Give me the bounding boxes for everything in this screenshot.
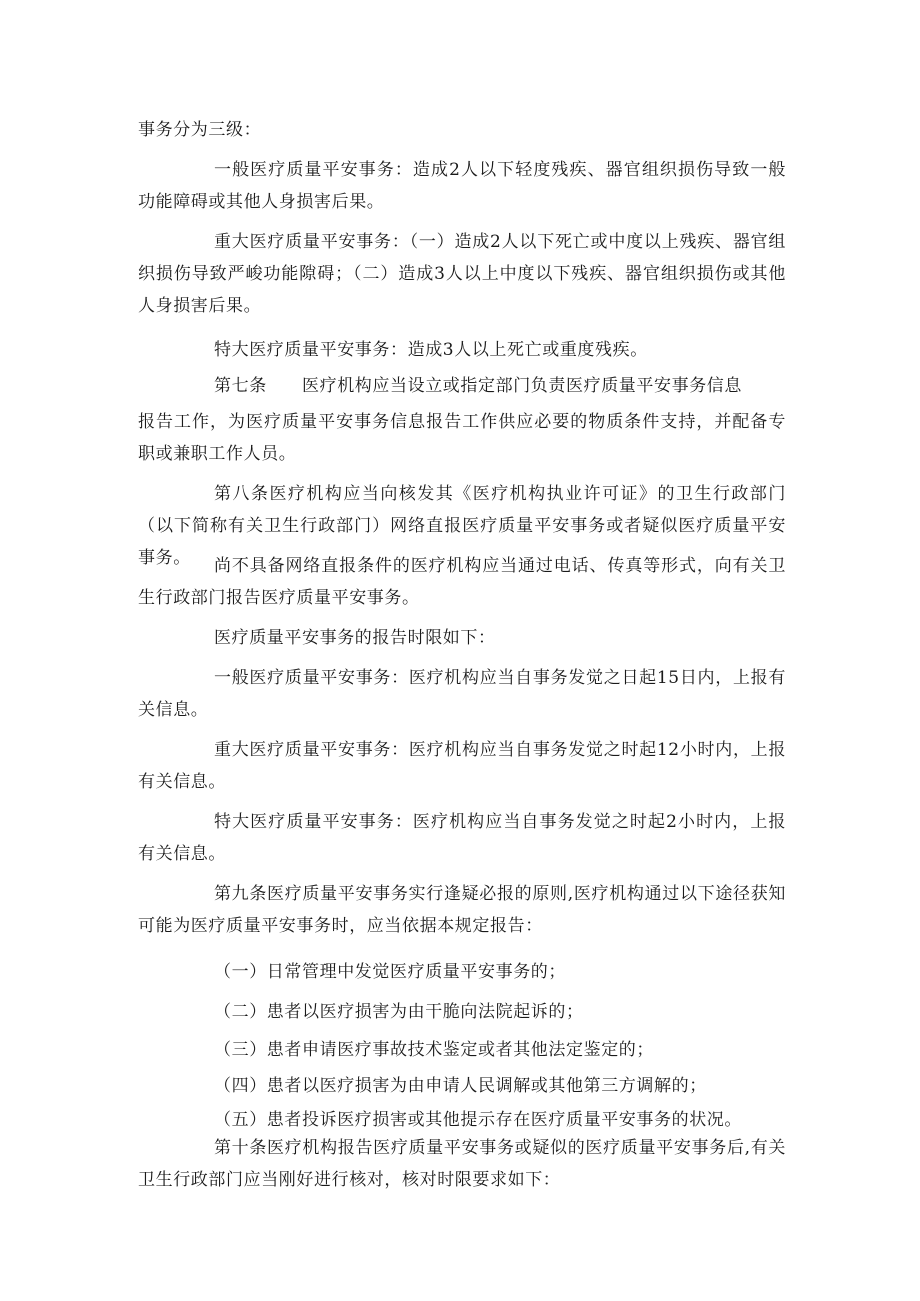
paragraph-article-9: 第九条医疗质量平安事务实行逢疑必报的原则,医疗机构通过以下途径获知可能为医疗质量平安事务时，应当依据本规定报告： bbox=[138, 884, 786, 936]
list-item-1: （一）日常管理中发觉医疗质量平安事务的； bbox=[214, 962, 566, 982]
list-item-2: （二）患者以医疗损害为由干脆向法院起诉的； bbox=[214, 1002, 584, 1022]
paragraph-phone-fax-report: 尚不具备网络直报条件的医疗机构应当通过电话、传真等形式，向有关卫生行政部门报告医疗质量平安事务。 bbox=[138, 556, 786, 608]
paragraph-article-7-head: 第七条 医疗机构应当设立或指定部门负责医疗质量平安事务信息 bbox=[214, 376, 742, 396]
paragraph-time-limits-intro: 医疗质量平安事务的报告时限如下： bbox=[214, 628, 496, 648]
paragraph-article-10: 第十条医疗机构报告医疗质量平安事务或疑似的医疗质量平安事务后,有关卫生行政部门应当刚好进行核对，核对时限要求如下： bbox=[138, 1138, 786, 1190]
paragraph-extreme-event: 特大医疗质量平安事务：造成3人以上死亡或重度残疾。 bbox=[214, 340, 648, 360]
paragraph-levels-intro: 事务分为三级： bbox=[138, 120, 262, 140]
list-item-3: （三）患者申请医疗事故技术鉴定或者其他法定鉴定的； bbox=[214, 1040, 654, 1060]
paragraph-general-time-limit: 一般医疗质量平安事务：医疗机构应当自事务发觉之日起15日内，上报有关信息。 bbox=[138, 668, 786, 720]
paragraph-article-7-body: 报告工作，为医疗质量平安事务信息报告工作供应必要的物质条件支持，并配备专职或兼职工作人员。 bbox=[138, 412, 786, 464]
list-item-4: （四）患者以医疗损害为由申请人民调解或其他第三方调解的； bbox=[214, 1076, 707, 1096]
paragraph-general-event: 一般医疗质量平安事务：造成2人以下轻度残疾、器官组织损伤导致一般功能障碍或其他人身损害后果。 bbox=[138, 160, 786, 212]
paragraph-article-8: 第八条医疗机构应当向核发其《医疗机构执业许可证》的卫生行政部门（以下简称有关卫生行政部门）网络直报医疗质量平安事务或者疑似医疗质量平安事务。 bbox=[138, 484, 786, 568]
list-item-5: （五）患者投诉医疗损害或其他提示存在医疗质量平安事务的状况。 bbox=[214, 1110, 742, 1130]
paragraph-major-time-limit: 重大医疗质量平安事务：医疗机构应当自事务发觉之时起12小时内，上报有关信息。 bbox=[138, 740, 786, 792]
paragraph-major-event: 重大医疗质量平安事务：（一）造成2人以下死亡或中度以上残疾、器官组织损伤导致严峻功能隙碍；（二）造成3人以上中度以下残疾、器官组织损伤或其他人身损害后果。 bbox=[138, 232, 786, 316]
paragraph-extreme-time-limit: 特大医疗质量平安事务：医疗机构应当自事务发觉之时起2小时内，上报有关信息。 bbox=[138, 812, 786, 864]
